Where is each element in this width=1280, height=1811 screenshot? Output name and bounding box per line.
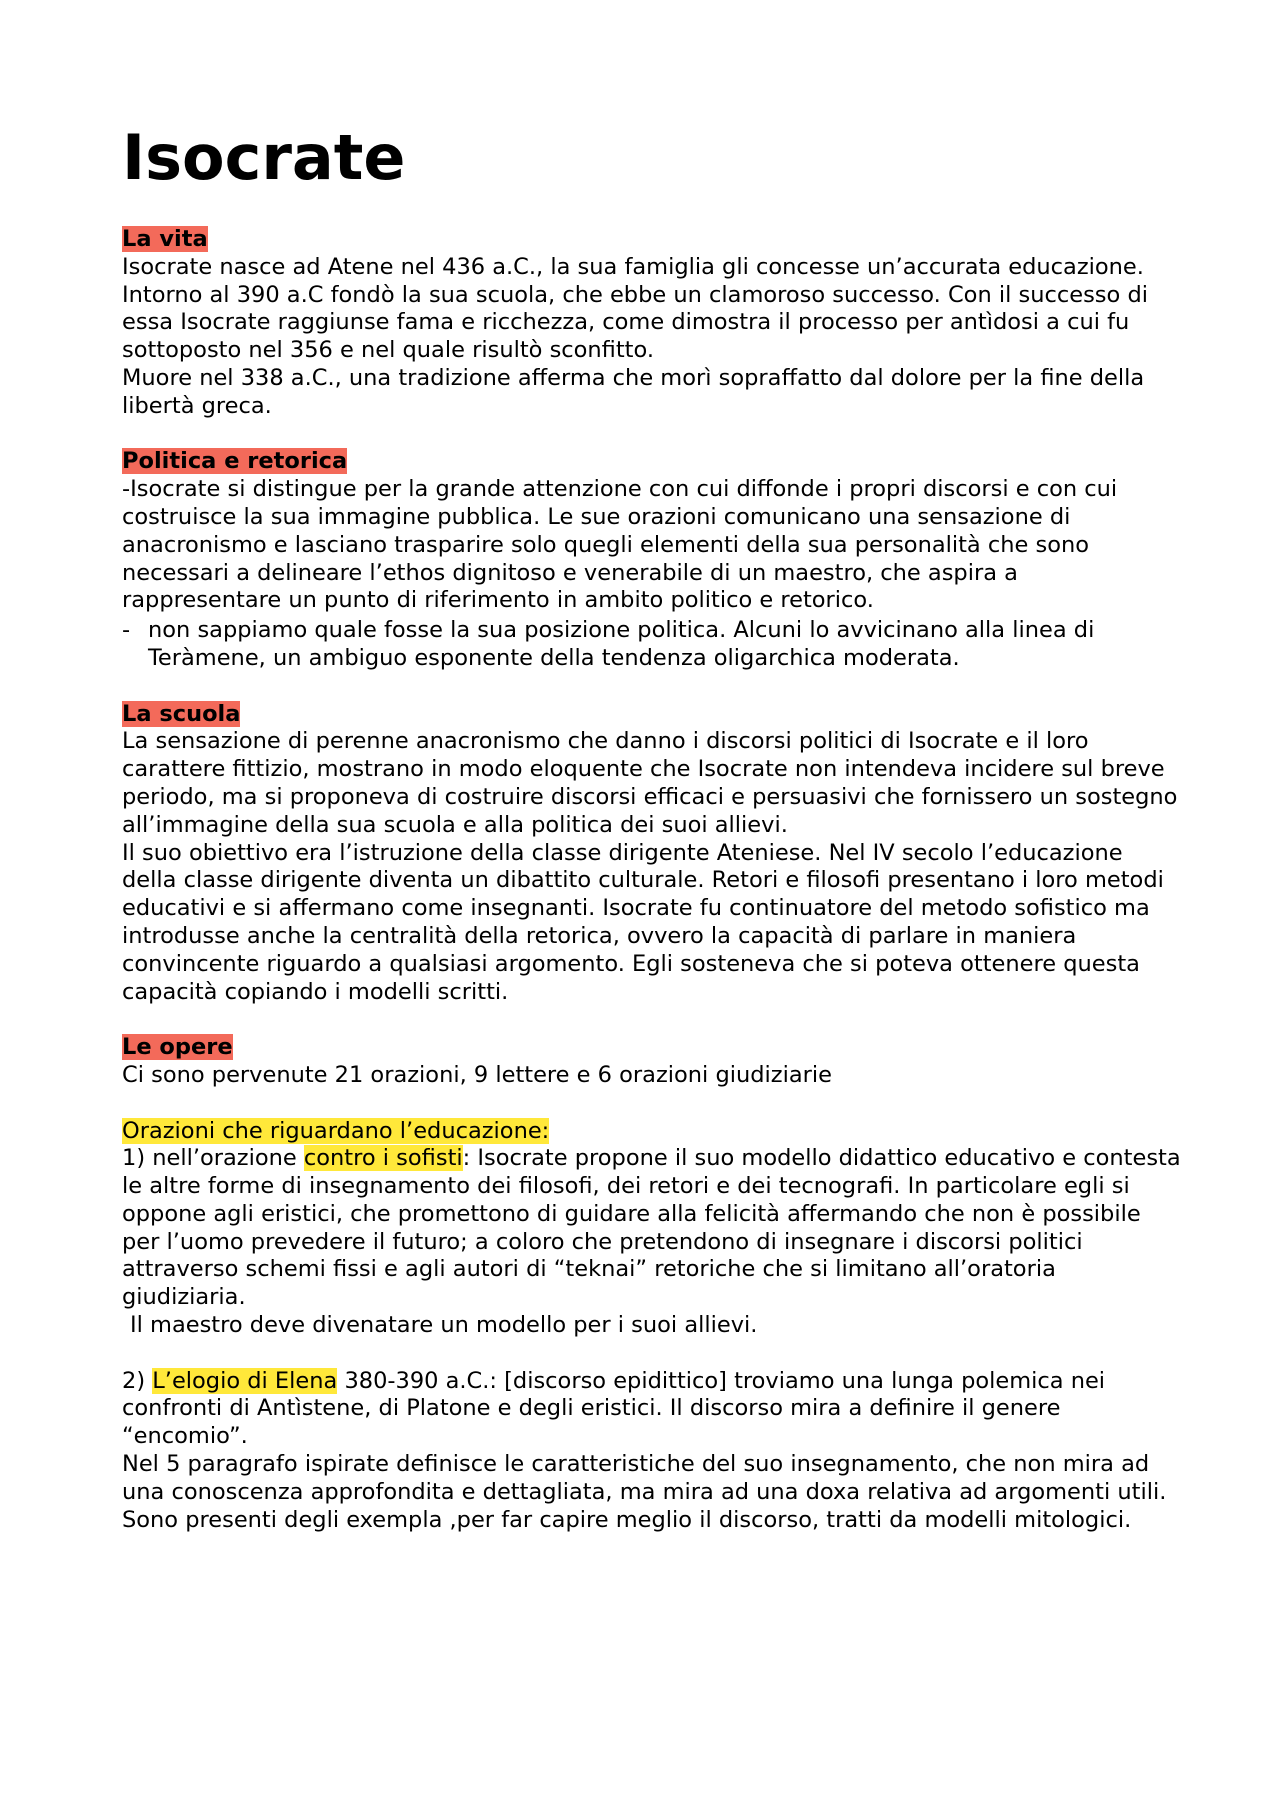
paragraph: La sensazione di perenne anacronismo che danno i discorsi politici di Isocrate e il loro carattere fittizio, mostrano in modo eloquente che Isocrate non intendeva incidere sul breve periodo, ma si proponeva di costruire discorsi efficaci e persuasivi che fornissero un sostegno all’immagine della sua scuola e alla politica dei suoi allievi. <box>122 728 1178 838</box>
spacer <box>122 1340 1182 1368</box>
section-heading-politica: Politica e retorica <box>122 448 348 475</box>
spacer <box>122 421 1182 449</box>
paragraph: Ci sono pervenute 21 orazioni, 9 lettere e 6 orazioni giudiziarie <box>122 1061 832 1088</box>
spacer <box>122 673 1182 701</box>
paragraph: Intorno al 390 a.C fondò la sua scuola, che ebbe un clamoroso successo. Con il successo di essa Isocrate raggiunse fama e ricchezza, come dimostra il processo per antìdosi a cui fu sottoposto nel 356 e nel quale risultò sconfitto. <box>122 281 1148 364</box>
list-item <box>122 617 1182 673</box>
paragraph: Nel 5 paragrafo ispirate definisce le caratteristiche del suo insegnamento, che non mira ad una conoscenza approfondita e dettagliata, ma mira ad una doxa relativa ad argomenti utili. <box>122 1451 1167 1505</box>
section-heading-opere: Le opere <box>122 1034 233 1061</box>
section-heading-vita: La vita <box>122 226 208 252</box>
paragraph: -Isocrate si distingue per la grande attenzione con cui diffonde i propri discorsi e con cui costruisce la sua immagine pubblica. Le sue orazioni comunicano una sensazione di anacronismo e lasciano trasparire solo quegli elementi della sua personalità che sono necessari a delineare l’ethos dignitoso e venerabile di un maestro, che aspira a rappresentare un punto di riferimento in ambito politico e retorico. <box>122 476 1118 614</box>
highlighted-work-title: contro i sofisti <box>303 1145 463 1172</box>
paragraph: Il suo obiettivo era l’istruzione della classe dirigente Ateniese. Nel IV secolo l’educazione della classe dirigente diventa un dibattito culturale. Retori e filosofi presentano i loro metodi educativi e si affermano come insegnanti. Isocrate fu continuatore del metodo sofistico ma introdusse anche la centralità della retorica, ovvero la capacità di parlare in maniera convincente riguardo a qualsiasi argomento. Egli sosteneva che si poteva ottenere questa capacità copiando i modelli scritti. <box>122 839 1164 1005</box>
highlighted-work-title: L’elogio di Elena <box>152 1367 338 1394</box>
item-text: 380-390 a.C.: [discorso epidittico] troviamo una lunga polemica nei confronti di Antìstene, di Platone e degli eristici. Il discorso mira a definire il genere “encomio”. <box>122 1367 1106 1450</box>
list-item-text: non sappiamo quale fosse la sua posizione politica. Alcuni lo avvicinano alla linea di Teràmene, un ambiguo esponente della tendenza oligarchica moderata. <box>148 617 1095 671</box>
section-heading-scuola: La scuola <box>122 700 241 727</box>
section-opere <box>122 1034 1182 1534</box>
paragraph: Sono presenti degli exempla ,per far capire meglio il discorso, tratti da modelli mitologici. <box>122 1506 1132 1533</box>
spacer <box>122 1090 1182 1118</box>
bullet-mark: - <box>122 617 131 644</box>
item-prefix: 2) <box>122 1367 153 1394</box>
spacer <box>122 1006 1182 1034</box>
section-vita <box>122 226 1182 421</box>
page-title: Isocrate <box>122 121 406 194</box>
document-page <box>122 118 1182 1534</box>
item-prefix: 1) nell’orazione <box>122 1145 304 1172</box>
paragraph-item-1 <box>122 1145 1182 1312</box>
section-politica <box>122 448 1182 672</box>
item-text: : Isocrate propone il suo modello didattico educativo e contesta le altre forme di insegnamento dei filosofi, dei retori e dei tecnografi. In particolare egli si oppone agli eristici, che promettono di guidare alla felicità affermando che non è possibile per l’uomo prevedere il futuro; a coloro che pretendono di insegnare i discorsi politici attraverso schemi fissi e agli autori di “teknai” retoriche che si limitano all’oratoria giudiziaria. <box>122 1145 1181 1311</box>
paragraph-item-2 <box>122 1368 1182 1451</box>
paragraph: Il maestro deve divenatare un modello per i suoi allievi. <box>130 1312 758 1339</box>
paragraph: Isocrate nasce ad Atene nel 436 a.C., la sua famiglia gli concesse un’accurata educazione. <box>122 253 1144 280</box>
subheading-orazioni: Orazioni che riguardano l’educazione: <box>122 1117 550 1144</box>
paragraph: Muore nel 338 a.C., una tradizione afferma che morì sopraffatto dal dolore per la fine della libertà greca. <box>122 364 1145 419</box>
section-scuola <box>122 701 1182 1007</box>
